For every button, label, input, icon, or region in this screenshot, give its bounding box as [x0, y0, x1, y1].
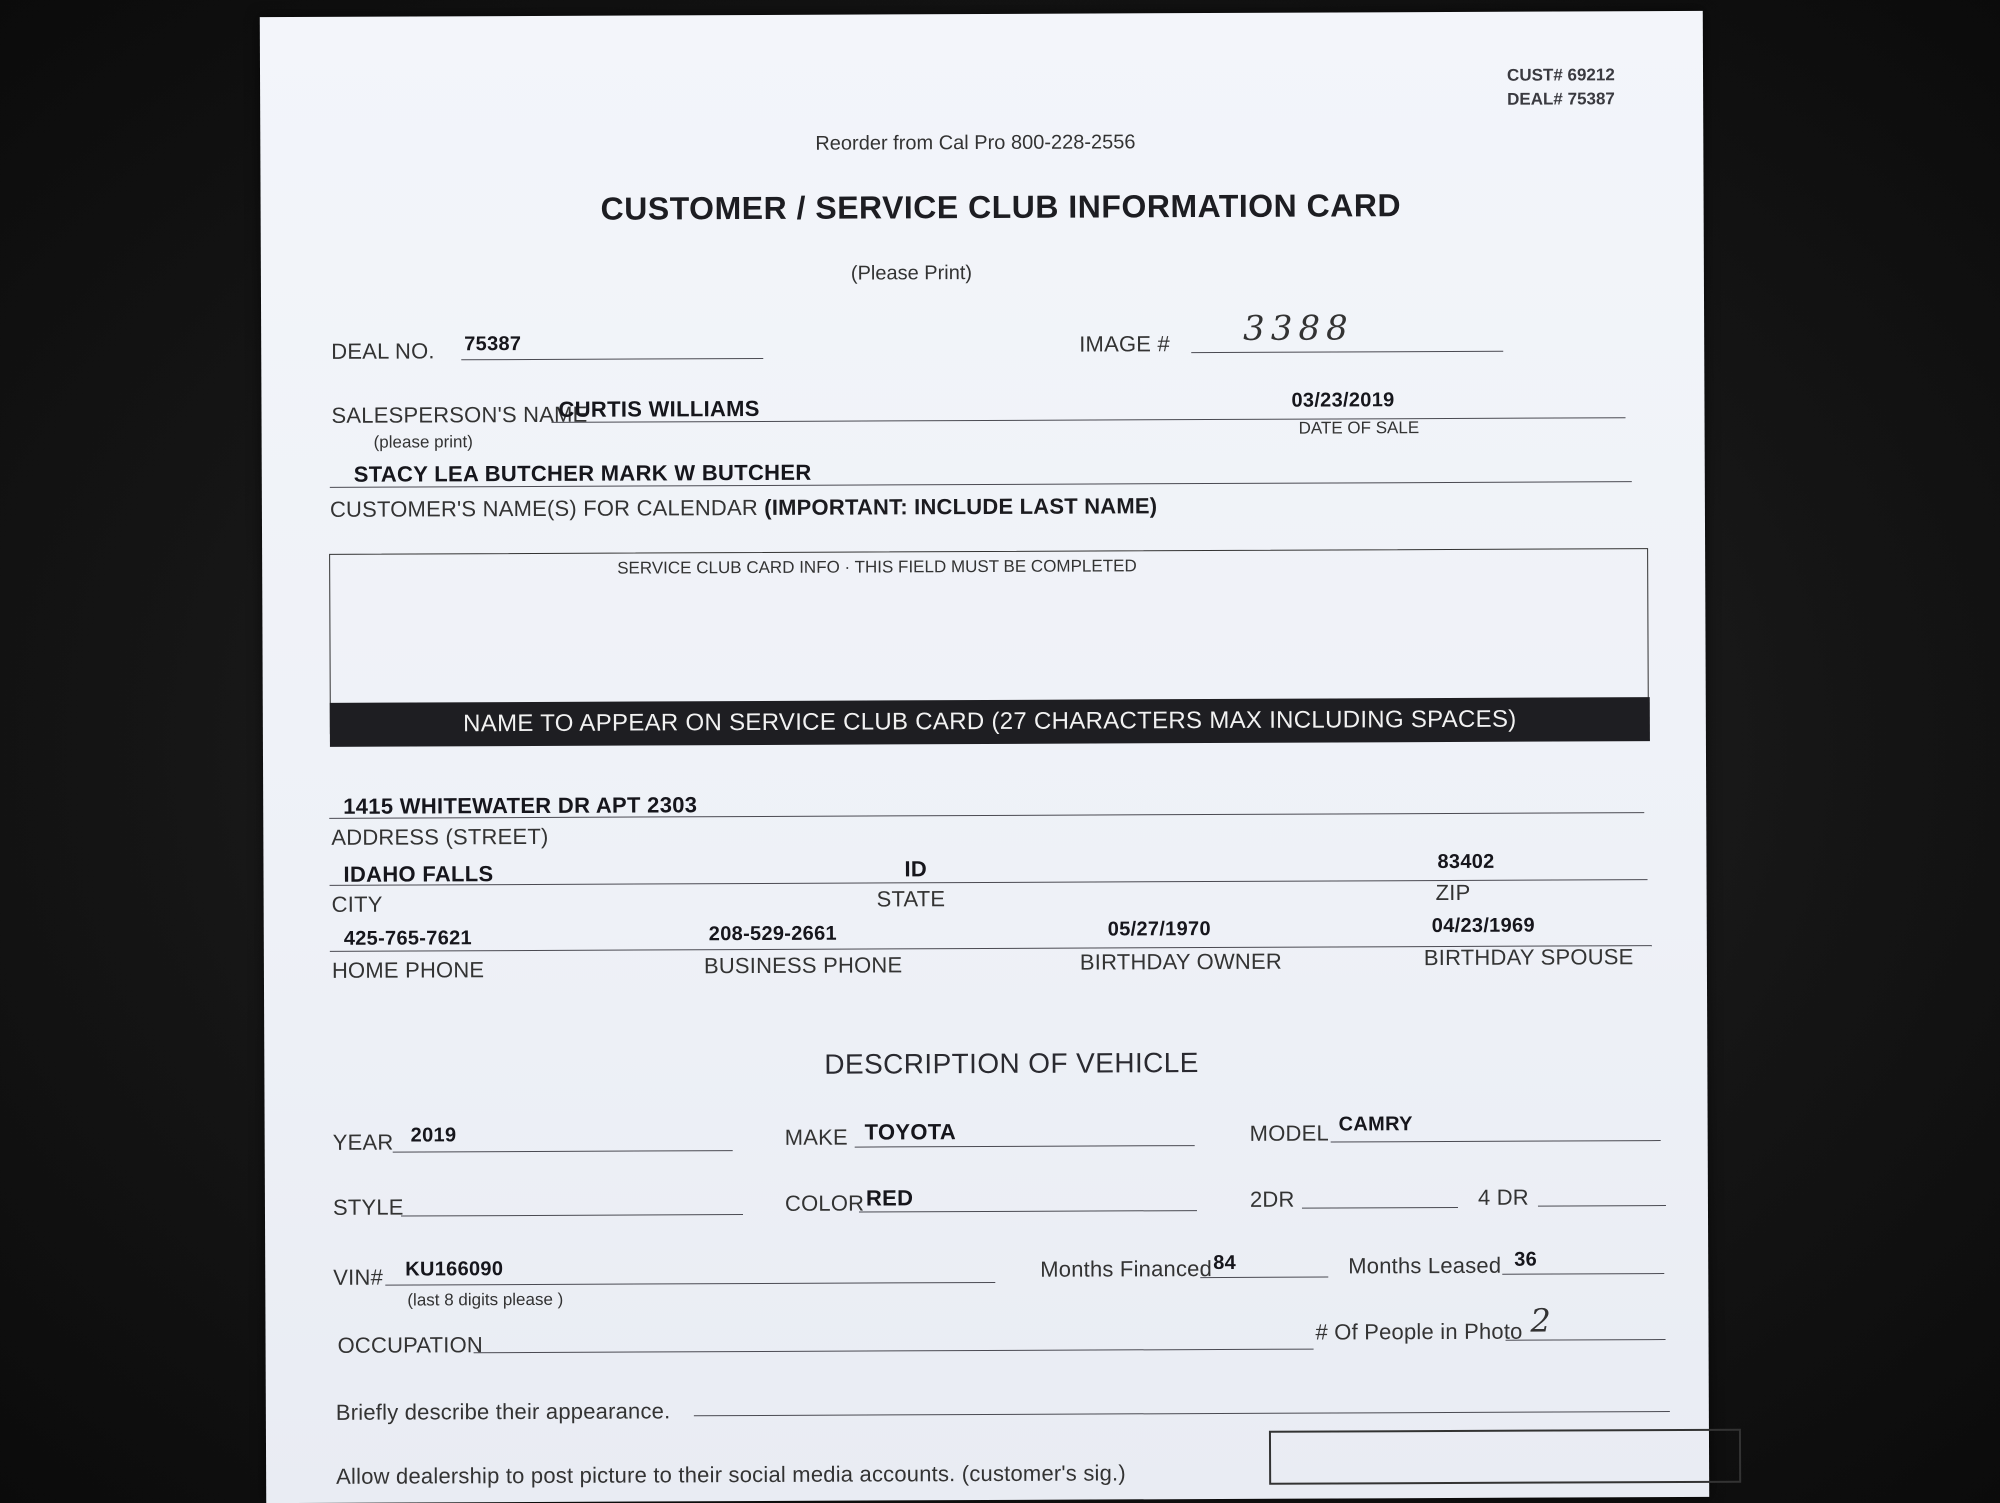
style-label: STYLE — [332, 1194, 404, 1220]
social-media-permission-label: Allow dealership to post picture to their social media accounts. (customer's sig.) — [336, 1460, 1126, 1489]
street-value[interactable]: 1415 WHITEWATER DR APT 2303 — [343, 792, 698, 819]
home-phone-value[interactable]: 425-765-7621 — [343, 927, 472, 950]
customer-signature-box[interactable] — [1269, 1429, 1741, 1485]
color-value[interactable]: RED — [865, 1185, 914, 1211]
service-club-name-bar: NAME TO APPEAR ON SERVICE CLUB CARD (27 CHARACTERS MAX INCLUDING SPACES) — [330, 697, 1650, 747]
vin-label: VIN# — [333, 1264, 384, 1290]
style-line — [401, 1214, 743, 1216]
state-value[interactable]: ID — [904, 856, 928, 882]
birthday-owner-value[interactable]: 05/27/1970 — [1107, 918, 1211, 941]
model-value[interactable]: CAMRY — [1338, 1113, 1413, 1136]
image-number-handwritten[interactable]: 3388 — [1243, 308, 1354, 349]
birthday-owner-label: BIRTHDAY OWNER — [1079, 948, 1282, 975]
year-label: YEAR — [332, 1129, 394, 1155]
customer-names-label — [330, 493, 1157, 523]
birthday-spouse-value[interactable]: 04/23/1969 — [1431, 914, 1535, 938]
occupation-line[interactable] — [474, 1349, 1314, 1354]
year-value[interactable]: 2019 — [410, 1124, 457, 1147]
info-card-paper — [260, 11, 1709, 1503]
months-leased-value[interactable]: 36 — [1514, 1248, 1538, 1271]
city-label: CITY — [331, 891, 383, 917]
vin-value[interactable]: KU166090 — [405, 1258, 504, 1281]
year-line — [393, 1150, 733, 1152]
cust-number: CUST# 69212 — [1506, 65, 1615, 85]
people-in-photo-line — [1506, 1339, 1666, 1341]
people-in-photo-label: # Of People in Photo — [1315, 1318, 1523, 1345]
color-label: COLOR — [784, 1190, 865, 1216]
make-label: MAKE — [784, 1124, 848, 1150]
business-phone-value[interactable]: 208-529-2661 — [708, 922, 837, 946]
deal-no-line — [461, 358, 763, 360]
business-phone-label: BUSINESS PHONE — [703, 952, 903, 979]
customer-names-label-text: CUSTOMER'S NAME(S) FOR CALENDAR — [329, 494, 759, 522]
make-line — [855, 1145, 1195, 1147]
home-phone-label: HOME PHONE — [331, 957, 485, 983]
months-financed-label: Months Financed — [1040, 1256, 1213, 1282]
color-line — [859, 1210, 1197, 1212]
vin-sub-label: (last 8 digits please ) — [407, 1289, 564, 1310]
months-financed-line — [1200, 1277, 1328, 1279]
appearance-label: Briefly describe their appearance. — [335, 1398, 671, 1425]
four-dr-label: 4 DR — [1477, 1184, 1529, 1210]
image-line — [1191, 351, 1503, 353]
street-label: ADDRESS (STREET) — [331, 823, 549, 850]
deal-no-value[interactable]: 75387 — [464, 333, 522, 356]
image-label: IMAGE # — [1079, 331, 1170, 357]
model-line — [1331, 1140, 1661, 1142]
customer-names-important: (IMPORTANT: INCLUDE LAST NAME) — [764, 493, 1158, 520]
reorder-note: Reorder from Cal Pro 800-228-2556 — [815, 131, 1136, 155]
appearance-line[interactable] — [694, 1411, 1670, 1416]
occupation-label: OCCUPATION — [337, 1332, 484, 1358]
two-dr-line[interactable] — [1302, 1207, 1458, 1209]
salesperson-value[interactable]: CURTIS WILLIAMS — [558, 395, 760, 422]
service-club-box-title: SERVICE CLUB CARD INFO · THIS FIELD MUST BE COMPLETED — [617, 556, 1137, 578]
two-dr-label: 2DR — [1249, 1186, 1295, 1212]
vin-line — [385, 1282, 995, 1286]
zip-label: ZIP — [1435, 879, 1471, 906]
salesperson-sub-label: (please print) — [373, 432, 473, 452]
model-label: MODEL — [1249, 1120, 1329, 1146]
cust-deal-block — [1507, 63, 1615, 111]
months-financed-value[interactable]: 84 — [1213, 1251, 1237, 1275]
customer-names-value[interactable]: STACY LEA BUTCHER MARK W BUTCHER — [353, 459, 812, 487]
four-dr-line[interactable] — [1538, 1205, 1666, 1207]
people-in-photo-handwritten[interactable]: 2 — [1530, 1301, 1557, 1340]
state-label: STATE — [876, 886, 946, 912]
deal-number: DEAL# 75387 — [1507, 89, 1615, 109]
salesperson-label: SALESPERSON'S NAME — [331, 401, 588, 428]
deal-no-label: DEAL NO. — [331, 338, 435, 364]
months-leased-line — [1502, 1273, 1664, 1275]
date-of-sale-label: DATE OF SALE — [1298, 418, 1420, 438]
make-value[interactable]: TOYOTA — [864, 1119, 957, 1145]
date-of-sale-value[interactable]: 03/23/2019 — [1291, 389, 1395, 412]
page-title: CUSTOMER / SERVICE CLUB INFORMATION CARD — [600, 187, 1402, 227]
months-leased-label: Months Leased — [1348, 1252, 1502, 1279]
zip-value[interactable]: 83402 — [1437, 850, 1495, 874]
please-print-note: (Please Print) — [850, 262, 973, 285]
birthday-spouse-label: BIRTHDAY SPOUSE — [1423, 944, 1634, 971]
city-value[interactable]: IDAHO FALLS — [343, 861, 494, 887]
vehicle-section-title: DESCRIPTION OF VEHICLE — [824, 1047, 1199, 1080]
